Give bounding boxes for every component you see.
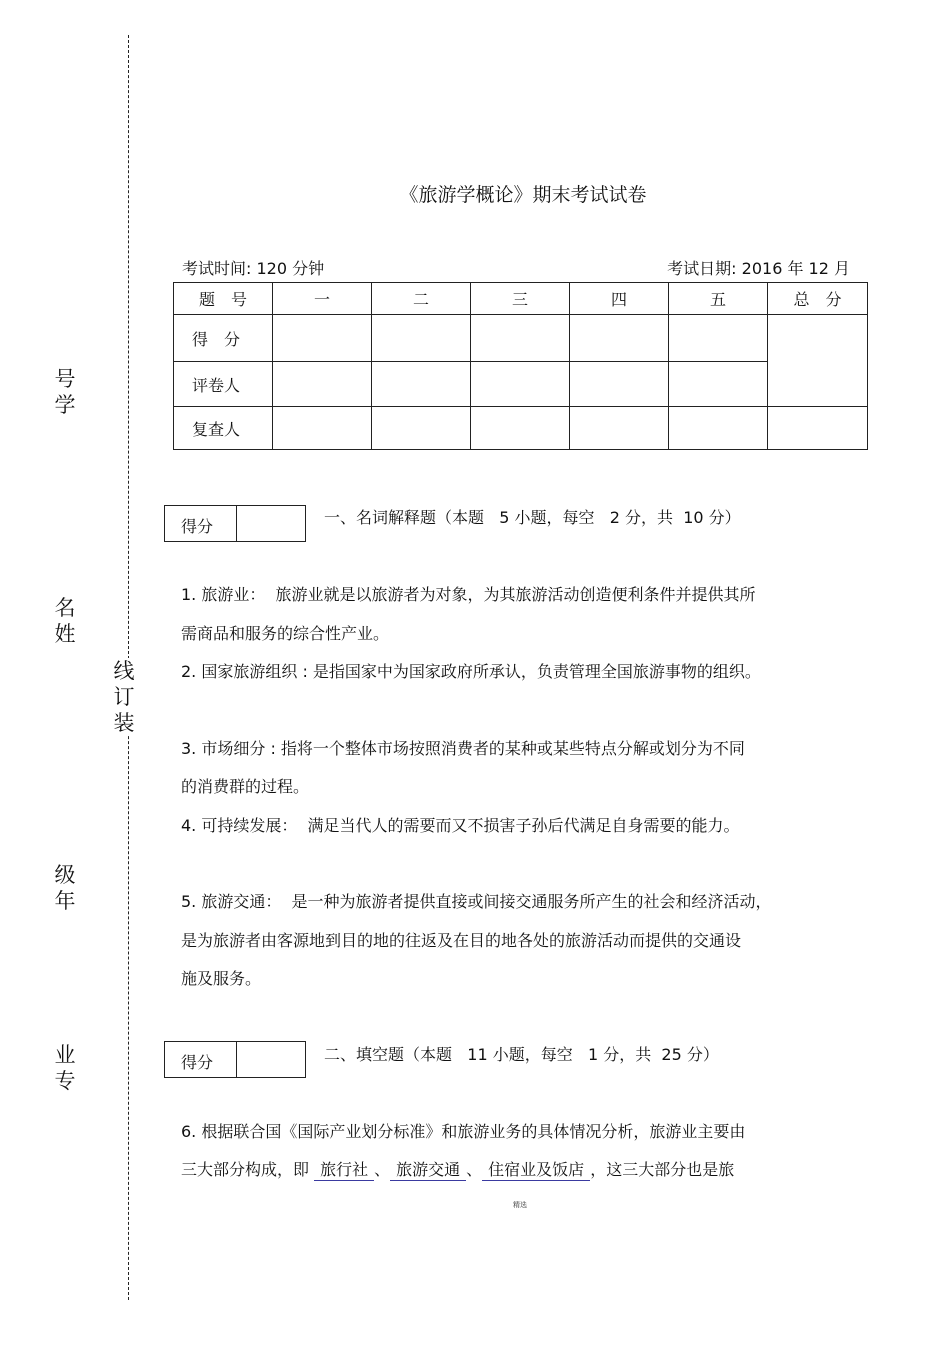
section1-score-box xyxy=(164,505,306,542)
answer-blank[interactable]: 旅游交通 xyxy=(390,1157,466,1181)
text-line: 4. 可持续发展： 满足当代人的需要而又不损害子孙后代满足自身需要的能力。 xyxy=(181,816,740,835)
score-box-label: 得分 xyxy=(165,1042,237,1077)
score-cell[interactable] xyxy=(471,315,570,362)
text-line: 施及服务。 xyxy=(181,969,262,988)
answer-blank[interactable]: 住宿业及饭店 xyxy=(482,1157,590,1181)
score-table xyxy=(173,282,868,450)
page-title: 《旅游学概论》期末考试试卷 xyxy=(399,184,647,206)
score-cell[interactable] xyxy=(471,407,570,450)
row-label: 得 分 xyxy=(174,315,273,362)
score-box-label: 得分 xyxy=(165,506,237,541)
total-score-cell[interactable] xyxy=(768,315,868,407)
section1-heading: 一、名词解释题（本题 5 小题，每空 2 分，共 10 分） xyxy=(324,508,741,527)
row-label: 评卷人 xyxy=(174,362,273,407)
header-cell: 二 xyxy=(372,283,471,315)
text-line: 需商品和服务的综合性产业。 xyxy=(181,624,390,643)
major-label: 业 专 xyxy=(54,1043,76,1093)
text-line: 2. 国家旅游组织 : 是指国家中为国家政府所承认，负责管理全国旅游事物的组织。 xyxy=(181,662,761,681)
grade-label: 级 年 xyxy=(54,863,76,913)
name-label: 名 姓 xyxy=(54,596,76,646)
text-line: 3. 市场细分 : 指将一个整体市场按照消费者的某种或某些特点分解或划分为不同 xyxy=(181,739,745,758)
text-line: 的消费群的过程。 xyxy=(181,777,310,796)
score-cell[interactable] xyxy=(273,362,372,407)
header-cell: 题 号 xyxy=(174,283,273,315)
answer-blank[interactable]: 旅行社 xyxy=(314,1157,374,1181)
score-cell[interactable] xyxy=(372,362,471,407)
header-cell: 三 xyxy=(471,283,570,315)
text-line-with-blanks: 三大部分构成，即 旅行社 、 旅游交通 、 住宿业及饭店 ，这三大部分也是旅 xyxy=(181,1157,734,1181)
score-cell[interactable] xyxy=(669,362,768,407)
score-cell[interactable] xyxy=(669,315,768,362)
student-number-label: 号 学 xyxy=(54,367,76,417)
header-cell: 五 xyxy=(669,283,768,315)
table-row xyxy=(174,362,868,407)
exam-date: 考试日期: 2016 年 12 月 xyxy=(667,259,850,278)
text-line: 是为旅游者由客源地到目的地的往返及在目的地各处的旅游活动而提供的交通设 xyxy=(181,931,742,950)
text-line: 5. 旅游交通： 是一种为旅游者提供直接或间接交通服务所产生的社会和经济活动， xyxy=(181,892,772,911)
score-cell[interactable] xyxy=(273,315,372,362)
score-cell[interactable] xyxy=(273,407,372,450)
score-cell[interactable] xyxy=(570,315,669,362)
table-row xyxy=(174,315,868,362)
binding-label: 线 订 装 xyxy=(110,658,138,736)
score-cell[interactable] xyxy=(669,407,768,450)
score-cell[interactable] xyxy=(372,407,471,450)
header-cell: 四 xyxy=(570,283,669,315)
table-row xyxy=(174,407,868,450)
text-line: 1. 旅游业： 旅游业就是以旅游者为对象，为其旅游活动创造便利条件并提供其所 xyxy=(181,585,756,604)
footer-note: 精选 xyxy=(513,1201,527,1209)
exam-time: 考试时间: 120 分钟 xyxy=(182,259,325,278)
section2-heading: 二、填空题（本题 11 小题，每空 1 分，共 25 分） xyxy=(324,1045,719,1064)
header-cell: 一 xyxy=(273,283,372,315)
score-cell[interactable] xyxy=(471,362,570,407)
header-cell: 总 分 xyxy=(768,283,868,315)
score-cell[interactable] xyxy=(372,315,471,362)
score-cell[interactable] xyxy=(570,407,669,450)
text-line: 6. 根据联合国《国际产业划分标准》和旅游业务的具体情况分析，旅游业主要由 xyxy=(181,1122,746,1141)
table-header-row xyxy=(174,283,868,315)
row-label: 复查人 xyxy=(174,407,273,450)
score-cell[interactable] xyxy=(768,407,868,450)
score-cell[interactable] xyxy=(570,362,669,407)
section2-score-box xyxy=(164,1041,306,1078)
